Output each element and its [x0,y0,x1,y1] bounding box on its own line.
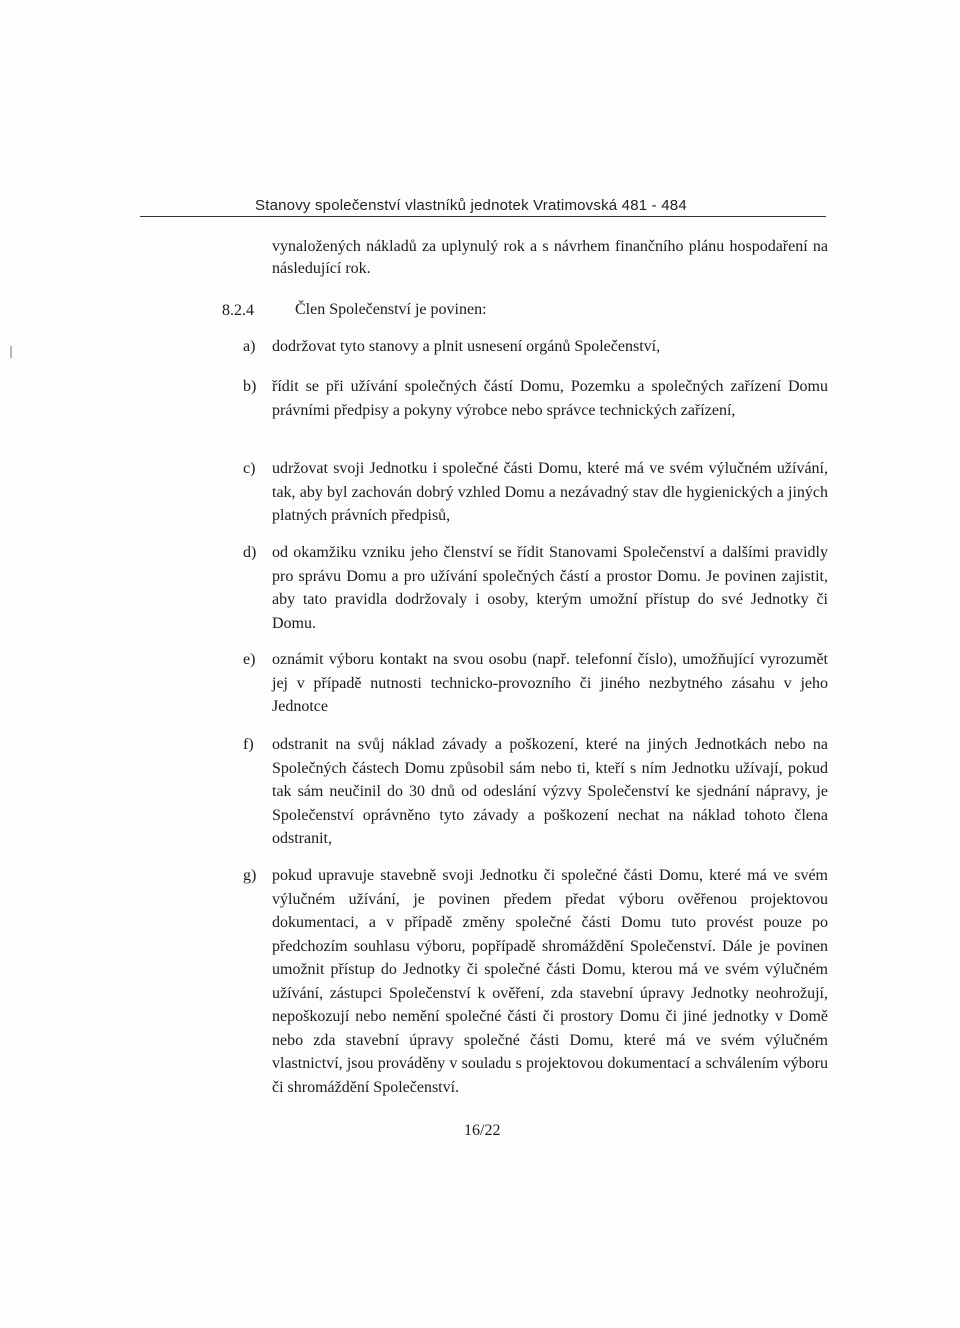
list-item-text: oznámit výboru kontakt na svou osobu (např. telefonní číslo), umožňující vyrozumět jej v případě nutnosti technicko-provozního či jiného nezbytného zásahu v jeho Jednotce [272,651,828,715]
list-item [243,541,828,635]
list-item-letter: a) [243,338,256,355]
list-item-letter: b) [243,378,257,395]
list-item [243,864,828,1099]
list-item [243,733,828,851]
page-header: Stanovy společenství vlastníků jednotek Vratimovská 481 - 484 [255,197,687,214]
list-item [243,648,828,719]
page-number: 16/22 [464,1122,501,1139]
header-rule [140,216,826,217]
list-item [243,335,828,359]
list-item-letter: c) [243,460,256,477]
list-item [243,375,828,422]
list-item-letter: g) [243,867,257,884]
intro-paragraph: vynaložených nákladů za uplynulý rok a s návrhem finančního plánu hospodaření na následující rok. [272,238,828,277]
list-item [243,457,828,528]
list-item-text: odstranit na svůj náklad závady a poškození, které na jiných Jednotkách nebo na Společných částech Domu způsobil sám nebo ti, kteří s ním Jednotku užívají, pokud tak sám neučinil do 30 dnů od odeslání výzvy Společenství ke sjednání nápravy, je Společenství oprávněno tyto závady a poškození nechat na náklad tohoto člena odstranit, [272,736,828,847]
list-item-text: udržovat svoji Jednotku i společné části Domu, které má ve svém výlučném užívání, tak, aby byl zachován dobrý vzhled Domu a nezávadný stav dle hygienických a jiných platných právních předpisů, [272,460,828,524]
scan-speck [10,346,12,358]
section-title: Člen Společenství je povinen: [295,301,487,318]
list-item-letter: e) [243,651,256,668]
list-item-text: dodržovat tyto stanovy a plnit usnesení orgánů Společenství, [272,338,661,355]
list-item-text: od okamžiku vzniku jeho členství se řídit Stanovami Společenství a dalšími pravidly pro správu Domu a pro užívání společných částí a prostor Domu. Je povinen zajistit, aby tato pravidla dodržovaly i osoby, kterým umožní přístup do své Jednotky či Domu. [272,544,828,632]
list-item-text: pokud upravuje stavebně svoji Jednotku či společné části Domu, které má ve svém výlučném užívání, je povinen předem předat výboru ověřenou projektovou dokumentaci, a v případě změny společné části Domu tuto provést pouze po předchozím souhlasu výboru, popřípadě shromáždění Společenství. Dále je povinen umožnit přístup do Jednotky či společné části Domu, kterou má ve svém výlučném užívání, zástupci Společenství k ověření, zda stavební úpravy Jednotky neohrožují, nepoškozují nebo nemění společné části či prostory Domu či jiné jednotky v Domě nebo zda stavební úpravy společné části Domu, které má ve svém výlučném vlastnictví, jsou prováděny v souladu s projektovou dokumentací a schválením výboru či shromáždění Společenství. [272,867,828,1096]
list-item-text: řídit se při užívání společných částí Domu, Pozemku a společných zařízení Domu právními předpisy a pokyny výrobce nebo správce technických zařízení, [272,378,828,419]
section-number: 8.2.4 [222,302,254,319]
list-item-letter: d) [243,544,257,561]
list-item-letter: f) [243,736,254,753]
